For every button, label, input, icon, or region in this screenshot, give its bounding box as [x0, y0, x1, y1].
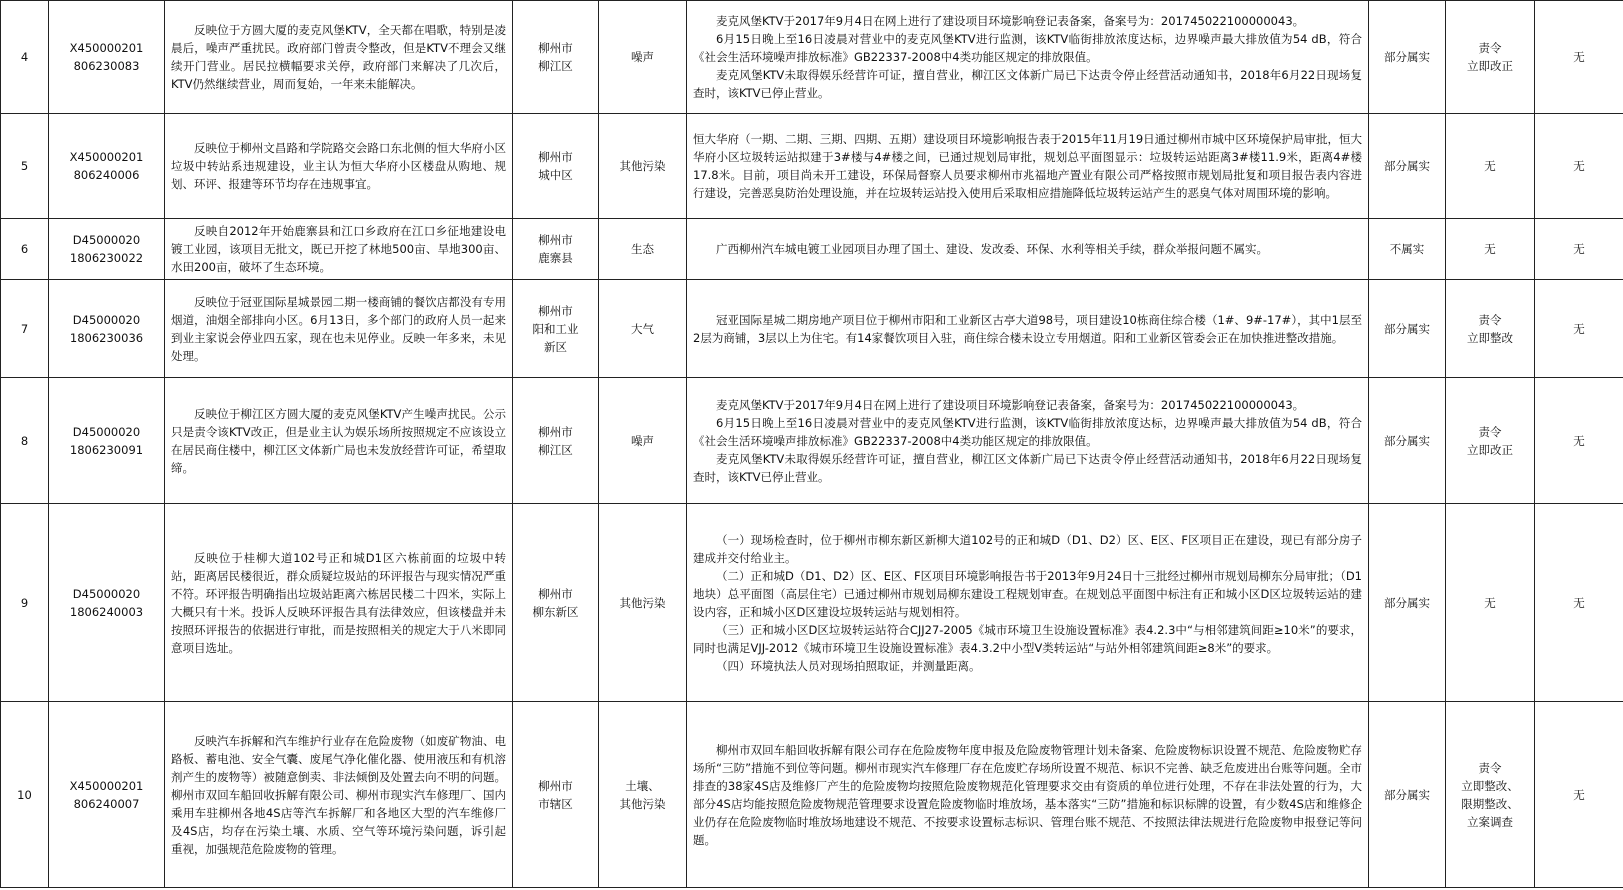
district: 柳州市 柳江区 — [513, 1, 599, 114]
pollution-category: 土壤、 其他污染 — [599, 702, 687, 888]
handling-measure: 无 — [1446, 504, 1535, 702]
complaint-code: D45000020 1806230091 — [49, 378, 165, 504]
handling-measure: 无 — [1446, 219, 1535, 280]
complaint-code: X450000201 806240006 — [49, 114, 165, 219]
verdict: 部分属实 — [1369, 114, 1446, 219]
accountability: 无 — [1535, 702, 1623, 888]
row-number: 7 — [1, 280, 49, 378]
investigation-findings: 麦克风堡KTV于2017年9月4日在网上进行了建设项目环境影响登记表备案，备案号为：201745022100000043。 6月15日晚上至16日凌晨对营业中的麦克风堡KTV进行监测，该KTV临街排放浓度达标，边界噪声最大排放值为54 dB，符合《社会生活环境噪声排放标准》GB22337-2008中4类功能区规定的排放限值。 麦克风堡KTV未取得娱乐经营许可证，擅自营业，柳江区文体新广局已下达责令停止经营活动通知书，2018年6月22日现场复查时，该KTV已停止营业。 — [687, 1, 1369, 114]
pollution-category: 大气 — [599, 280, 687, 378]
investigation-findings: 恒大华府（一期、二期、三期、四期、五期）建设项目环境影响报告表于2015年11月19日通过柳州市城中区环境保护局审批，恒大华府小区垃圾转运站拟建于3#楼与4#楼之间，已通过规划局审批，规划总平面图显示：垃圾转运站距离3#楼11.9米，距离4#楼17.8米。目前，项目尚未开工建设，环保局督察人员要求柳州市兆福地产置业有限公司严格按照市规划局批复和项目报告表内容进行建设，完善恶臭防治处理设施，并在垃圾转运站投入使用后采取相应措施降低垃圾转运站产生的恶臭气体对周围环境的影响。 — [687, 114, 1369, 219]
complaint-code: X450000201 806240007 — [49, 702, 165, 888]
table-row — [1, 378, 1623, 504]
row-number: 6 — [1, 219, 49, 280]
investigation-findings: 柳州市双回车船回收拆解有限公司存在危险废物年度申报及危险废物管理计划未备案、危险废物标识设置不规范、危险废物贮存场所“三防”措施不到位等问题。柳州市现实汽车修理厂存在危废贮存场所设置不规范、标识不完善、缺乏危废进出台账等问题。全市排查的38家4S店及维修厂产生的危险废物均按照危险废物规范化管理要求交由有资质的单位进行处理，不存在非法处置的行为，大部分4S店均能按照危险废物规范管理要求设置危险废物临时堆放场，基本落实“三防”措施和标识标牌的设置，有少数4S店和维修企业仍存在危险废物临时堆放场地建设不规范、不按要求设置标志标识、管理台账不规范、不按照法律法规进行危险废物申报登记等问题。 — [687, 702, 1369, 888]
table-row — [1, 219, 1623, 280]
handling-measure: 责令 立即整改 — [1446, 280, 1535, 378]
district: 柳州市 鹿寨县 — [513, 219, 599, 280]
handling-measure: 责令 立即改正 — [1446, 378, 1535, 504]
pollution-category: 其他污染 — [599, 114, 687, 219]
handling-measure: 责令 立即改正 — [1446, 1, 1535, 114]
verdict: 部分属实 — [1369, 1, 1446, 114]
complaint-content: 反映位于柳州文昌路和学院路交会路口东北侧的恒大华府小区垃圾中转站系违规建设，业主认为恒大华府小区楼盘从购地、规划、环评、报建等环节均存在违规事宜。 — [165, 114, 513, 219]
row-number: 9 — [1, 504, 49, 702]
complaint-content: 反映位于柳江区方圆大厦的麦克风堡KTV产生噪声扰民。公示只是责令该KTV改正，但是业主认为娱乐场所按照规定不应该设立在居民商住楼中，柳江区文体新广局也未发放经营许可证，希望取缔。 — [165, 378, 513, 504]
verdict: 不属实 — [1369, 219, 1446, 280]
pollution-category: 其他污染 — [599, 504, 687, 702]
table-row — [1, 1, 1623, 114]
verdict: 部分属实 — [1369, 702, 1446, 888]
complaint-content: 反映自2012年开始鹿寨县和江口乡政府在江口乡征地建设电镀工业园，该项目无批文，既已开挖了林地500亩、旱地300亩、水田200亩，破坏了生态环境。 — [165, 219, 513, 280]
accountability: 无 — [1535, 280, 1623, 378]
verdict: 部分属实 — [1369, 378, 1446, 504]
pollution-category: 噪声 — [599, 1, 687, 114]
district: 柳州市 柳东新区 — [513, 504, 599, 702]
handling-measure: 无 — [1446, 114, 1535, 219]
row-number: 4 — [1, 1, 49, 114]
table-row — [1, 504, 1623, 702]
investigation-findings: 冠亚国际星城二期房地产项目位于柳州市阳和工业新区古亭大道98号，项目建设10栋商住综合楼（1#、9#-17#），其中1层至2层为商铺，3层以上为住宅。有14家餐饮项目入驻，商住综合楼未设立专用烟道。阳和工业新区管委会正在加快推进整改措施。 — [687, 280, 1369, 378]
pollution-category: 生态 — [599, 219, 687, 280]
verdict: 部分属实 — [1369, 280, 1446, 378]
complaint-content: 反映位于方圆大厦的麦克风堡KTV，全天都在唱歌，特别是凌晨后，噪声严重扰民。政府部门曾责令整改，但是KTV不理会又继续开门营业。居民拉横幅要求关停，政府部门来解决了几次后，KTV仍然继续营业，周而复始，一年来未能解决。 — [165, 1, 513, 114]
district: 柳州市 城中区 — [513, 114, 599, 219]
complaint-code: D45000020 1806230036 — [49, 280, 165, 378]
verdict: 部分属实 — [1369, 504, 1446, 702]
investigation-findings: 广西柳州汽车城电镀工业园项目办理了国土、建设、发改委、环保、水利等相关手续，群众举报问题不属实。 — [687, 219, 1369, 280]
handling-measure: 责令 立即整改、 限期整改、 立案调查 — [1446, 702, 1535, 888]
complaint-content: 反映汽车拆解和汽车维护行业存在危险废物（如废矿物油、电路板、蓄电池、安全气囊、废尾气净化催化器、使用液压和有机溶剂产生的废物等）被随意倒卖、非法倾倒及处置去向不明的问题。柳州市双回车船回收拆解有限公司、柳州市现实汽车修理厂、国内乘用车驻柳州各地4S店等汽车拆解厂和各地区大型的汽车维修厂及4S店，均存在污染土壤、水质、空气等环境污染问题，诉引起重视，加强规范危险废物的管理。 — [165, 702, 513, 888]
complaint-content: 反映位于冠亚国际星城景园二期一楼商铺的餐饮店都没有专用烟道，油烟全部排向小区。6月13日，多个部门的政府人员一起来到业主家说会停业四五家，现在也未见停业。反映一年多来，未见处理。 — [165, 280, 513, 378]
complaint-content: 反映位于桂柳大道102号正和城D1区六栋前面的垃圾中转站，距离居民楼很近，群众质疑垃圾站的环评报告与现实情况严重不符。环评报告明确指出垃圾站距离六栋居民楼二十四米，实际上大概只有十米。投诉人反映环评报告具有法律效应，但该楼盘并未按照环评报告的依据进行审批，而是按照相关的规定大于八米即同意项目选址。 — [165, 504, 513, 702]
accountability: 无 — [1535, 219, 1623, 280]
row-number: 5 — [1, 114, 49, 219]
row-number: 8 — [1, 378, 49, 504]
pollution-category: 噪声 — [599, 378, 687, 504]
accountability: 无 — [1535, 1, 1623, 114]
complaint-code: D45000020 1806230022 — [49, 219, 165, 280]
accountability: 无 — [1535, 504, 1623, 702]
investigation-findings: （一）现场检查时，位于柳州市柳东新区新柳大道102号的正和城D（D1、D2）区、E区、F区项目正在建设，现已有部分房子建成并交付给业主。 （二）正和城D（D1、D2）区、E区、F区项目环境影响报告书于2013年9月24日十三批经过柳州市规划局柳东分局审批；（D1地块）总平面图（高层住宅）已通过柳州市规划局柳东建设工程规划审查。在规划总平面图中标注有正和城小区D区垃圾转运站的建设内容，正和城小区D区建设垃圾转运站与规划相符。 （三）正和城小区D区垃圾转运站符合CJJ27-2005《城市环境卫生设施设置标准》表4.2.3中“与相邻建筑间距≥10米”的要求，同时也满足VJJ-2012《城市环境卫生设施设置标准》表4.3.2中小型V类转运站“与站外相邻建筑间距≥8米”的要求。 （四）环境执法人员对现场拍照取证，并测量距离。 — [687, 504, 1369, 702]
row-number: 10 — [1, 702, 49, 888]
table-row — [1, 280, 1623, 378]
district: 柳州市 阳和工业 新区 — [513, 280, 599, 378]
table-row — [1, 702, 1623, 888]
complaint-code: D45000020 1806240003 — [49, 504, 165, 702]
accountability: 无 — [1535, 378, 1623, 504]
complaint-code: X450000201 806230083 — [49, 1, 165, 114]
district: 柳州市 市辖区 — [513, 702, 599, 888]
district: 柳州市 柳江区 — [513, 378, 599, 504]
accountability: 无 — [1535, 114, 1623, 219]
investigation-findings: 麦克风堡KTV于2017年9月4日在网上进行了建设项目环境影响登记表备案，备案号为：201745022100000043。 6月15日晚上至16日凌晨对营业中的麦克风堡KTV进行监测，该KTV临街排放浓度达标，边界噪声最大排放值为54 dB，符合《社会生活环境噪声排放标准》GB22337-2008中4类功能区规定的排放限值。 麦克风堡KTV未取得娱乐经营许可证，擅自营业，柳江区文体新广局已下达责令停止经营活动通知书，2018年6月22日现场复查时，该KTV已停止营业。 — [687, 378, 1369, 504]
table-row — [1, 114, 1623, 219]
